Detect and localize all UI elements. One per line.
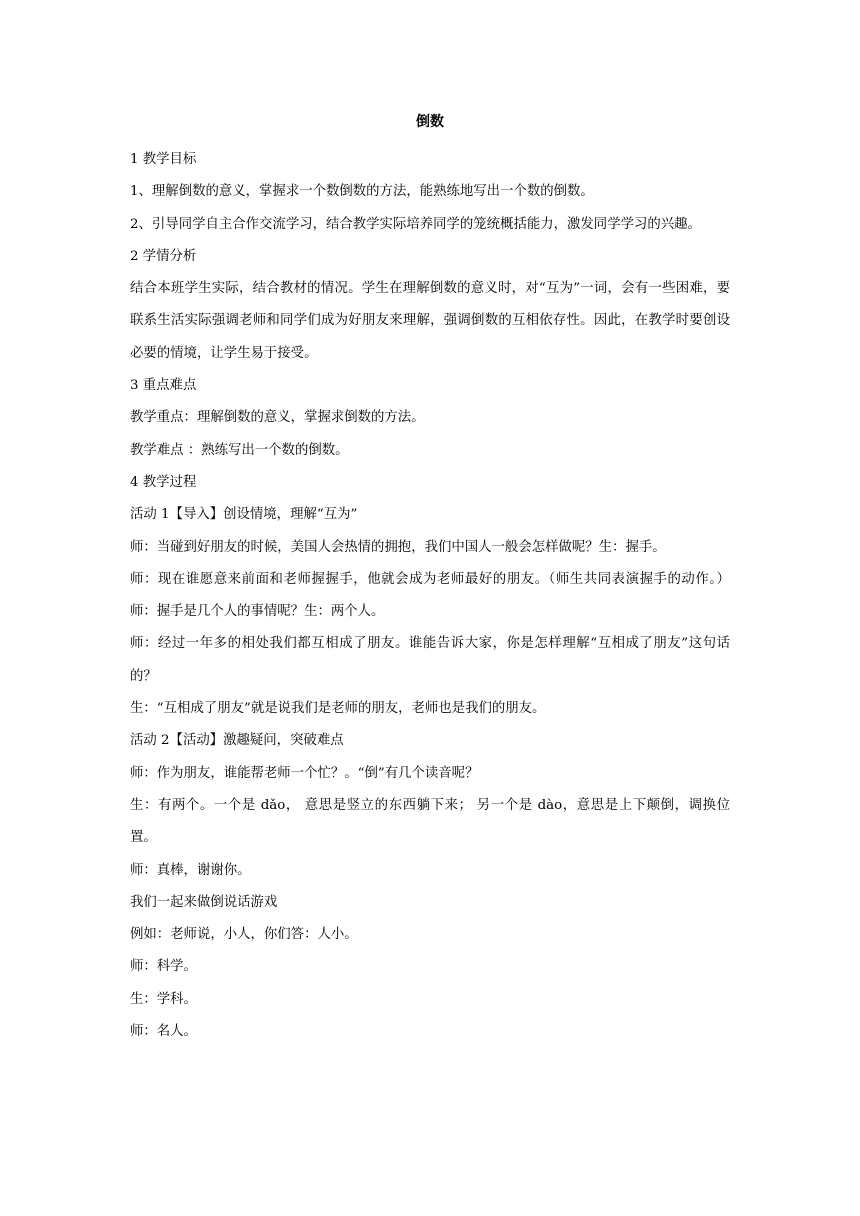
dialogue-line: 师：当碰到好朋友的时候，美国人会热情的拥抱，我们中国人一般会怎样做呢？生：握手。 xyxy=(130,539,666,555)
objective-1: 1、理解倒数的意义，掌握求一个数倒数的方法，能熟练地写出一个数的倒数。 xyxy=(130,184,594,200)
document-title: 倒数 xyxy=(416,114,444,130)
analysis-paragraph: 结合本班学生实际，结合教材的情况。学生在理解倒数的意义时，对“互为”一词，会有一些困难，要联系生活实际强调老师和同学们成为好朋友来理解，强调倒数的互相依存性。因此，在教学时要创设必要的情境，让学生易于接受。 xyxy=(130,281,730,361)
dialogue-line: 例如：老师说，小人，你们答：人小。 xyxy=(130,927,358,943)
document-body xyxy=(130,144,730,1048)
difficult-point: 教学难点 ：熟练写出一个数的倒数。 xyxy=(130,442,349,458)
section-heading-analysis: 2 学情分析 xyxy=(130,248,197,264)
dialogue-line: 我们一起来做倒说话游戏 xyxy=(130,894,278,910)
section-heading-objectives: 1 教学目标 xyxy=(130,152,197,167)
section-heading-key-points: 3 重点难点 xyxy=(130,378,197,394)
dialogue-line: 生：学科。 xyxy=(130,991,197,1007)
key-point: 教学重点：理解倒数的意义，掌握求倒数的方法。 xyxy=(130,410,425,426)
dialogue-line: 师：真棒，谢谢你。 xyxy=(130,862,251,878)
dialogue-line: 生：有两个。一个是 dǎo， 意思是竖立的东西躺下来； 另一个是 dào，意思是上下颠倒，调换位置。 xyxy=(130,797,730,846)
dialogue-line: 师：作为朋友，谁能帮老师一个忙？。“倒”有几个读音呢？ xyxy=(130,765,479,781)
section-heading-process: 4 教学过程 xyxy=(130,474,197,490)
dialogue-line: 师：科学。 xyxy=(130,959,197,975)
document-page xyxy=(130,0,730,1216)
dialogue-line: 生：“互相成了朋友”就是说我们是老师的朋友，老师也是我们的朋友。 xyxy=(130,701,546,717)
activity-2-heading: 活动 2【活动】激趣疑问，突破难点 xyxy=(130,733,344,749)
objective-2: 2、引导同学自主合作交流学习，结合教学实际培养同学的笼统概括能力，激发同学学习的兴趣。 xyxy=(130,216,701,232)
dialogue-line: 师：现在谁愿意来前面和老师握握手，他就会成为老师最好的朋友。（师生共同表演握手的动作。）师：握手是几个人的事情呢？生：两个人。 xyxy=(130,571,730,620)
activity-1-heading: 活动 1【导入】创设情境，理解“互为” xyxy=(130,507,358,523)
dialogue-line: 师：名人。 xyxy=(130,1024,197,1040)
dialogue-line: 师：经过一年多的相处我们都互相成了朋友。谁能告诉大家，你是怎样理解“互相成了朋友”这句话的？ xyxy=(130,636,730,684)
